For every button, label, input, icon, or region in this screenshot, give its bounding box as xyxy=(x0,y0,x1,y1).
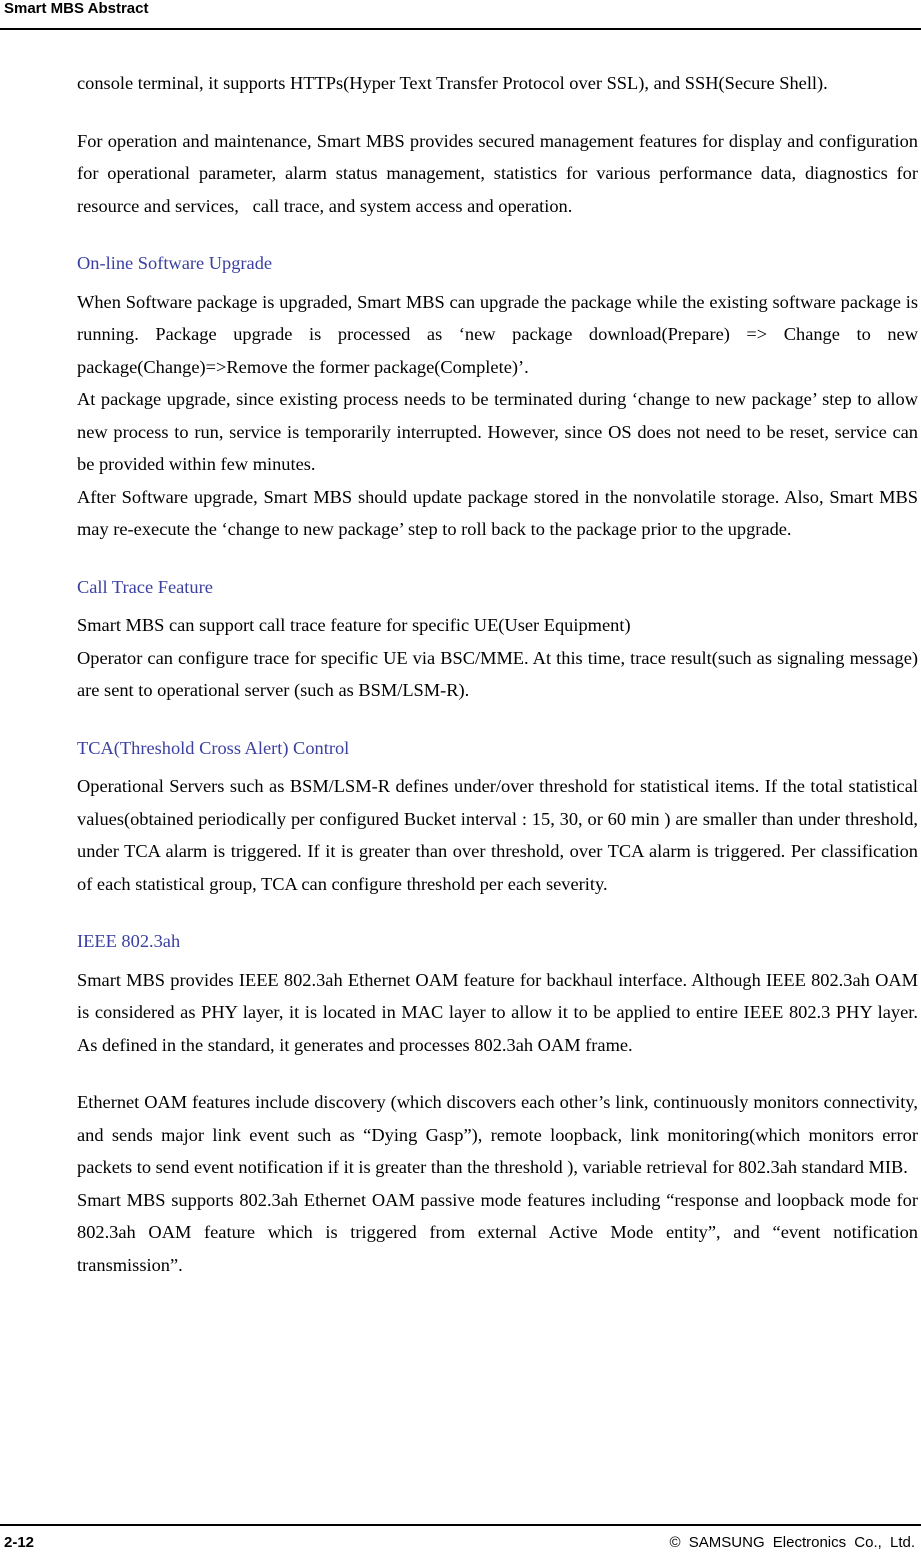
paragraph-upgrade-interruption: At package upgrade, since existing process needs to be terminated during ‘change to new package’ step to allow new process to run, service is temporarily interrupted. However, since OS does not need to be reset, service can be provided within few minutes. xyxy=(77,389,918,474)
paragraph-upgrade-process: When Software package is upgraded, Smart MBS can upgrade the package while the existing software package is running. Package upgrade is processed as ‘new package download(Prepare) => Change to new package(Change)=>Remove the former package(Complete)’. xyxy=(77,291,918,377)
paragraph-ieee-overview: Smart MBS provides IEEE 802.3ah Ethernet OAM feature for backhaul interface. Although IEEE 802.3ah OAM is considered as PHY layer, it is located in MAC layer to allow it to be applied to entire IEEE 802.3 PHY layer. As defined in the standard, it generates and processes 802.3ah OAM frame. xyxy=(77,969,918,1055)
paragraph-console-terminal: console terminal, it supports HTTPs(Hyper Text Transfer Protocol over SSL), and SSH(Secure Shell). xyxy=(77,73,828,93)
heading-call-trace: Call Trace Feature xyxy=(77,576,213,597)
heading-software-upgrade: On-line Software Upgrade xyxy=(77,253,273,273)
page-footer xyxy=(0,1524,921,1553)
heading-ieee-802-3ah: IEEE 802.3ah xyxy=(77,931,181,951)
document-body xyxy=(77,67,918,1281)
paragraph-upgrade-rollback: After Software upgrade, Smart MBS should update package stored in the nonvolatile storage. Also, Smart MBS may re-execute the ‘change to new package’ step to roll back to the package prior to the upgrade. xyxy=(77,486,918,539)
paragraph-passive-mode: Smart MBS supports 802.3ah Ethernet OAM passive mode features including “response and loopback mode for 802.3ah OAM feature which is triggered from external Active Mode entity”, and “event notification transmission”. xyxy=(77,1189,918,1275)
page-number: 2-12 xyxy=(4,1534,35,1551)
paragraph-tca-threshold: Operational Servers such as BSM/LSM-R defines under/over threshold for statistical items. If the total statistical values(obtained periodically per configured Bucket interval : 15, 30, or 60 min ) are smaller than under threshold, under TCA alarm is triggered. If it is greater than over threshold, over TCA alarm is triggered. Per classification of each statistical group, TCA can configure threshold per each severity. xyxy=(77,776,918,894)
copyright-notice: © SAMSUNG Electronics Co., Ltd. xyxy=(669,1534,915,1551)
paragraph-call-trace-config: Operator can configure trace for specific UE via BSC/MME. At this time, trace result(such as signaling message) are sent to operational server (such as BSM/LSM-R). xyxy=(77,647,918,700)
paragraph-operation-maintenance: For operation and maintenance, Smart MBS provides secured management features for display and configuration for operational parameter, alarm status management, statistics for various performance data, diagnostics for resource and services, call trace, and system access and operation. xyxy=(77,130,918,216)
heading-tca-control: TCA(Threshold Cross Alert) Control xyxy=(77,737,350,758)
document-title: Smart MBS Abstract xyxy=(4,0,149,17)
paragraph-call-trace-support: Smart MBS can support call trace feature for specific UE(User Equipment) xyxy=(77,615,631,635)
page-header xyxy=(0,0,921,30)
paragraph-ethernet-oam-features: Ethernet OAM features include discovery (which discovers each other’s link, continuously monitors connectivity, and sends major link event such as “Dying Gasp”), remote loopback, link monitoring(which monitors error packets to send event notification if it is greater than the threshold ), variable retrieval for 802.3ah standard MIB. xyxy=(77,1092,918,1177)
